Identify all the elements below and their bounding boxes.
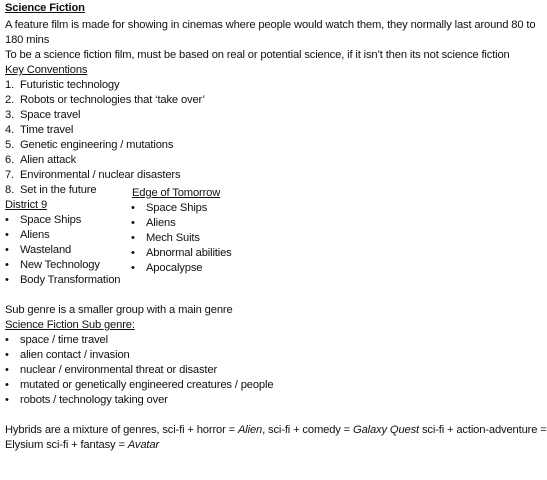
list-item [131, 246, 232, 261]
subgenre-intro: Sub genre is a smaller group with a main genre [5, 304, 233, 316]
convention-item [5, 108, 80, 123]
bullet-icon: • [5, 349, 9, 361]
list-item [5, 363, 217, 378]
item-text: Aliens [20, 229, 50, 241]
item-text: nuclear / environmental threat or disaster [20, 364, 218, 376]
list-item [5, 333, 108, 348]
convention-item [5, 138, 173, 153]
film-title: Avatar [127, 439, 160, 451]
bullet-icon: • [131, 262, 135, 274]
conventions-heading: Key Conventions [5, 64, 88, 76]
hybrids-text: Elysium sci-fi + fantasy = [5, 439, 128, 451]
bullet-icon: • [131, 202, 135, 214]
list-item [5, 393, 168, 408]
edge-of-tomorrow-heading: Edge of Tomorrow [132, 187, 221, 199]
convention-item [5, 93, 205, 108]
list-item [131, 216, 176, 231]
hybrids-text: Hybrids are a mixture of genres, sci-fi + horror = [5, 424, 238, 436]
item-text: Body Transformation [20, 274, 121, 286]
bullet-icon: • [5, 364, 9, 376]
item-number: 5. [5, 139, 15, 151]
list-item [5, 228, 50, 243]
item-text: alien contact / invasion [20, 349, 130, 361]
list-item [5, 213, 81, 228]
list-item [5, 348, 130, 363]
convention-item [5, 183, 96, 198]
subgenre-heading: Science Fiction Sub genre: [5, 319, 135, 331]
hybrids-line-1 [5, 423, 547, 438]
item-text: Space travel [20, 109, 81, 121]
convention-item [5, 78, 119, 93]
doc-title: Science Fiction [5, 2, 85, 14]
hybrids-text: , sci-fi + comedy = [262, 424, 354, 436]
bullet-icon: • [5, 229, 9, 241]
item-text: Genetic engineering / mutations [20, 139, 174, 151]
intro-line-3: To be a science fiction film, must be based on real or potential science, if it isn’t then its not science fiction [5, 49, 510, 61]
bullet-icon: • [5, 274, 9, 286]
item-number: 1. [5, 79, 15, 91]
intro-line-2: 180 mins [5, 34, 50, 46]
district9-heading: District 9 [5, 199, 48, 211]
bullet-icon: • [5, 334, 9, 346]
item-text: Apocalypse [146, 262, 203, 274]
item-text: Set in the future [20, 184, 97, 196]
item-text: Abnormal abilities [146, 247, 232, 259]
intro-line-1: A feature film is made for showing in cinemas where people would watch them, they normally last around 80 to [5, 19, 536, 31]
item-number: 8. [5, 184, 15, 196]
item-text: Time travel [20, 124, 74, 136]
item-text: Environmental / nuclear disasters [20, 169, 181, 181]
list-item [5, 243, 71, 258]
convention-item [5, 123, 73, 138]
item-number: 4. [5, 124, 15, 136]
bullet-icon: • [131, 247, 135, 259]
film-title: Alien [237, 424, 263, 436]
item-text: Robots or technologies that ‘take over’ [20, 94, 205, 106]
item-text: space / time travel [20, 334, 108, 346]
bullet-icon: • [5, 379, 9, 391]
item-text: Space Ships [146, 202, 208, 214]
item-number: 7. [5, 169, 15, 181]
list-item [5, 273, 120, 288]
hybrids-text: sci-fi + action-adventure = [419, 424, 547, 436]
item-text: Wasteland [20, 244, 72, 256]
hybrids-line-2 [5, 438, 159, 453]
item-text: Aliens [146, 217, 176, 229]
item-text: New Technology [20, 259, 100, 271]
film-title: Galaxy Quest [353, 424, 419, 436]
item-text: Mech Suits [146, 232, 200, 244]
list-item [5, 378, 273, 393]
convention-item [5, 153, 76, 168]
list-item [131, 201, 207, 216]
bullet-icon: • [131, 232, 135, 244]
item-text: Alien attack [20, 154, 77, 166]
item-text: mutated or genetically engineered creatures / people [20, 379, 274, 391]
bullet-icon: • [5, 214, 9, 226]
list-item [131, 261, 202, 276]
item-text: Space Ships [20, 214, 82, 226]
item-number: 2. [5, 94, 15, 106]
item-number: 6. [5, 154, 15, 166]
item-text: robots / technology taking over [20, 394, 168, 406]
convention-item [5, 168, 180, 183]
bullet-icon: • [5, 394, 9, 406]
item-text: Futuristic technology [20, 79, 120, 91]
list-item [131, 231, 200, 246]
list-item [5, 258, 100, 273]
item-number: 3. [5, 109, 15, 121]
bullet-icon: • [131, 217, 135, 229]
bullet-icon: • [5, 244, 9, 256]
bullet-icon: • [5, 259, 9, 271]
